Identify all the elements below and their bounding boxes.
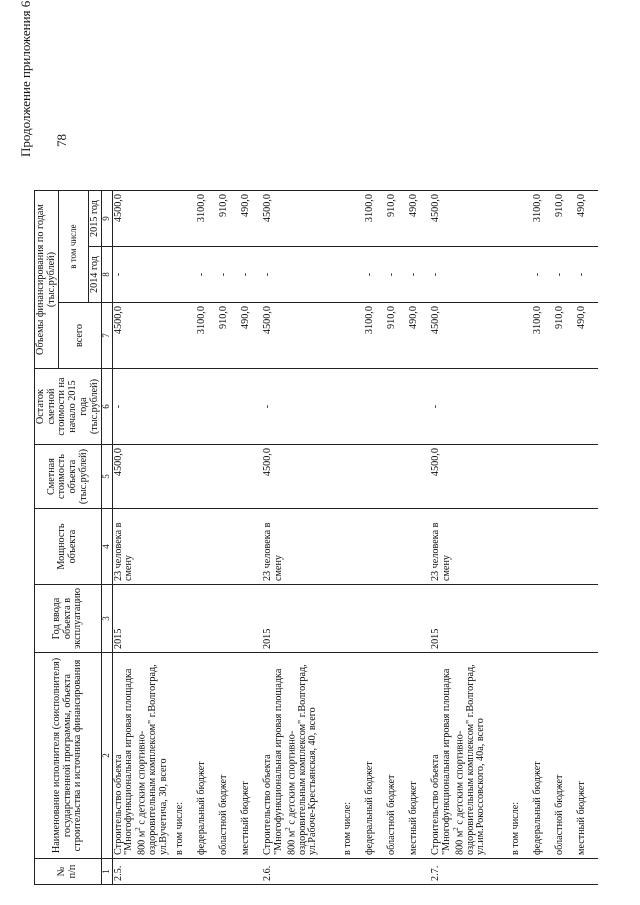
financing-2014: - <box>364 247 386 303</box>
col-num: 2 <box>102 653 112 859</box>
object-name: в том числе: <box>510 653 532 859</box>
financing-2015: 490,0 <box>576 191 598 247</box>
object-name: местный бюджет <box>240 653 262 859</box>
col-header-2014: 2014 год <box>88 247 102 303</box>
estimated-cost <box>532 445 554 509</box>
col-header-2015: 2015 год <box>88 191 102 247</box>
financing-2014: - <box>386 247 408 303</box>
remaining-cost <box>196 369 218 445</box>
table-row <box>218 191 240 885</box>
financing-2014: - <box>576 247 598 303</box>
remaining-cost <box>174 369 196 445</box>
column-number-row <box>102 191 112 885</box>
col-num: 9 <box>102 191 112 247</box>
row-number: 2.5. <box>112 859 174 885</box>
table-row <box>342 191 364 885</box>
col-header-rest: Остаток сметной стоимости на начало 2015 года (тыс.рублей) <box>35 369 102 445</box>
col-header-year: Год ввода объекта в эксплуатацию <box>35 585 102 653</box>
financing-2014: - <box>240 247 262 303</box>
estimated-cost: 4500,0 <box>262 445 342 509</box>
row-number: 2.6. <box>262 859 342 885</box>
financing-2015: 910,0 <box>554 191 576 247</box>
commissioning-year <box>174 585 196 653</box>
estimated-cost <box>240 445 262 509</box>
row-number <box>554 859 576 885</box>
row-number <box>342 859 364 885</box>
row-number <box>196 859 218 885</box>
table-body <box>112 191 598 885</box>
remaining-cost <box>240 369 262 445</box>
commissioning-year <box>386 585 408 653</box>
commissioning-year <box>532 585 554 653</box>
estimated-cost <box>174 445 196 509</box>
table-row <box>240 191 262 885</box>
table-row <box>554 191 576 885</box>
capacity: 23 человека в смену <box>430 509 510 585</box>
col-header-no: № п/п <box>35 859 102 885</box>
object-name: в том числе: <box>342 653 364 859</box>
financing-2014: - <box>218 247 240 303</box>
financing-2014 <box>342 247 364 303</box>
appendix-continuation: Продолжение приложения 6 <box>18 0 33 157</box>
estimated-cost <box>196 445 218 509</box>
object-name: областной бюджет <box>554 653 576 859</box>
total-financing: 3100,0 <box>364 303 386 369</box>
col-header-total: всего <box>59 303 102 369</box>
capacity <box>364 509 386 585</box>
capacity <box>576 509 598 585</box>
total-financing: 3100,0 <box>196 303 218 369</box>
col-header-name: Наименование исполнителя (соисполнителя) государственной программы, объекта строительства и источника финансирования <box>35 653 102 859</box>
col-header-cost: Сметная стоимость объекта (тыс.рублей) <box>35 445 102 509</box>
estimated-cost <box>342 445 364 509</box>
total-financing: 4500,0 <box>262 303 342 369</box>
object-name: федеральный бюджет <box>532 653 554 859</box>
estimated-cost: 4500,0 <box>430 445 510 509</box>
col-num: 1 <box>102 859 112 885</box>
estimated-cost <box>408 445 430 509</box>
financing-2014: - <box>262 247 342 303</box>
total-financing: 4500,0 <box>430 303 510 369</box>
capacity <box>196 509 218 585</box>
row-number <box>532 859 554 885</box>
total-financing: 910,0 <box>218 303 240 369</box>
remaining-cost <box>218 369 240 445</box>
capacity <box>510 509 532 585</box>
row-number <box>386 859 408 885</box>
total-financing: 3100,0 <box>532 303 554 369</box>
capacity: 23 человека в смену <box>262 509 342 585</box>
row-number <box>218 859 240 885</box>
total-financing: 910,0 <box>386 303 408 369</box>
table-row <box>430 191 510 885</box>
capacity <box>174 509 196 585</box>
object-name: местный бюджет <box>576 653 598 859</box>
remaining-cost <box>342 369 364 445</box>
financing-2015 <box>342 191 364 247</box>
table-row <box>532 191 554 885</box>
estimated-cost <box>386 445 408 509</box>
financing-2014 <box>510 247 532 303</box>
financing-2014 <box>174 247 196 303</box>
financing-2015: 910,0 <box>218 191 240 247</box>
financing-2015: 4500,0 <box>112 191 174 247</box>
col-header-financing: Объемы финансирования по годам (тыс.рублей) <box>35 191 59 369</box>
row-number: 2.7. <box>430 859 510 885</box>
commissioning-year <box>240 585 262 653</box>
table-row <box>408 191 430 885</box>
total-financing: 490,0 <box>576 303 598 369</box>
financing-2014: - <box>554 247 576 303</box>
table-row <box>262 191 342 885</box>
total-financing <box>510 303 532 369</box>
commissioning-year <box>576 585 598 653</box>
table-row <box>386 191 408 885</box>
remaining-cost <box>576 369 598 445</box>
table-row <box>364 191 386 885</box>
col-num: 6 <box>102 369 112 445</box>
remaining-cost: - <box>112 369 174 445</box>
total-financing: 490,0 <box>240 303 262 369</box>
commissioning-year <box>408 585 430 653</box>
financing-2014: - <box>532 247 554 303</box>
financing-2015: 490,0 <box>408 191 430 247</box>
remaining-cost <box>554 369 576 445</box>
financing-2015: 910,0 <box>386 191 408 247</box>
total-financing: 490,0 <box>408 303 430 369</box>
financing-2015: 4500,0 <box>430 191 510 247</box>
financing-2015: 3100,0 <box>364 191 386 247</box>
estimated-cost <box>218 445 240 509</box>
col-num: 5 <box>102 445 112 509</box>
remaining-cost <box>408 369 430 445</box>
row-number <box>510 859 532 885</box>
estimated-cost <box>364 445 386 509</box>
object-name: областной бюджет <box>386 653 408 859</box>
col-num: 4 <box>102 509 112 585</box>
estimated-cost <box>554 445 576 509</box>
financing-2014: - <box>430 247 510 303</box>
estimated-cost: 4500,0 <box>112 445 174 509</box>
col-num: 8 <box>102 247 112 303</box>
table-row <box>174 191 196 885</box>
financing-2014: - <box>408 247 430 303</box>
financing-2015: 490,0 <box>240 191 262 247</box>
page-number: 78 <box>54 134 69 147</box>
row-number <box>174 859 196 885</box>
total-financing: 910,0 <box>554 303 576 369</box>
financing-table <box>34 190 598 885</box>
object-name: Строительство объекта "Многофункциональная игровая площадка 800 $м^2$ с детским спортивно-оздоровительным комплексом" г.Волгоград, ул.им.Рокоссовского, 40а, всего <box>430 653 510 859</box>
total-financing: 4500,0 <box>112 303 174 369</box>
row-number <box>408 859 430 885</box>
total-financing <box>174 303 196 369</box>
object-name: Строительство объекта "Многофункциональная игровая площадка 800 $м^2$ с детским спортивно-оздоровительным комплексом" г.Волгоград, ул.Рабоче-Крестьянская, 40, всего <box>262 653 342 859</box>
object-name: местный бюджет <box>408 653 430 859</box>
table-row <box>510 191 532 885</box>
table-row <box>112 191 174 885</box>
object-name: в том числе: <box>174 653 196 859</box>
remaining-cost: - <box>262 369 342 445</box>
capacity <box>386 509 408 585</box>
commissioning-year <box>218 585 240 653</box>
table-row <box>196 191 218 885</box>
commissioning-year: 2015 <box>262 585 342 653</box>
col-num: 3 <box>102 585 112 653</box>
commissioning-year <box>554 585 576 653</box>
row-number <box>576 859 598 885</box>
object-name: федеральный бюджет <box>364 653 386 859</box>
remaining-cost <box>386 369 408 445</box>
total-financing <box>342 303 364 369</box>
commissioning-year: 2015 <box>430 585 510 653</box>
remaining-cost <box>364 369 386 445</box>
estimated-cost <box>576 445 598 509</box>
commissioning-year: 2015 <box>112 585 174 653</box>
capacity <box>342 509 364 585</box>
capacity <box>554 509 576 585</box>
capacity: 23 человека в смену <box>112 509 174 585</box>
financing-2014: - <box>112 247 174 303</box>
remaining-cost <box>532 369 554 445</box>
col-num: 7 <box>102 303 112 369</box>
commissioning-year <box>364 585 386 653</box>
remaining-cost <box>510 369 532 445</box>
financing-2015: 4500,0 <box>262 191 342 247</box>
remaining-cost: - <box>430 369 510 445</box>
capacity <box>240 509 262 585</box>
financing-2015 <box>174 191 196 247</box>
object-name: федеральный бюджет <box>196 653 218 859</box>
row-number <box>240 859 262 885</box>
financing-2014: - <box>196 247 218 303</box>
col-header-in-number: в том числе <box>59 191 88 303</box>
financing-2015: 3100,0 <box>532 191 554 247</box>
capacity <box>532 509 554 585</box>
col-header-capacity: Мощность объекта <box>35 509 102 585</box>
commissioning-year <box>510 585 532 653</box>
capacity <box>408 509 430 585</box>
object-name: Строительство объекта "Многофункциональная игровая площадка 800 $м^2$ с детским спортивно-оздоровительным комплексом" г.Волгоград, ул.Вучетича, 30, всего <box>112 653 174 859</box>
financing-2015 <box>510 191 532 247</box>
capacity <box>218 509 240 585</box>
table-row <box>576 191 598 885</box>
estimated-cost <box>510 445 532 509</box>
row-number <box>364 859 386 885</box>
commissioning-year <box>342 585 364 653</box>
financing-2015: 3100,0 <box>196 191 218 247</box>
object-name: областной бюджет <box>218 653 240 859</box>
commissioning-year <box>196 585 218 653</box>
